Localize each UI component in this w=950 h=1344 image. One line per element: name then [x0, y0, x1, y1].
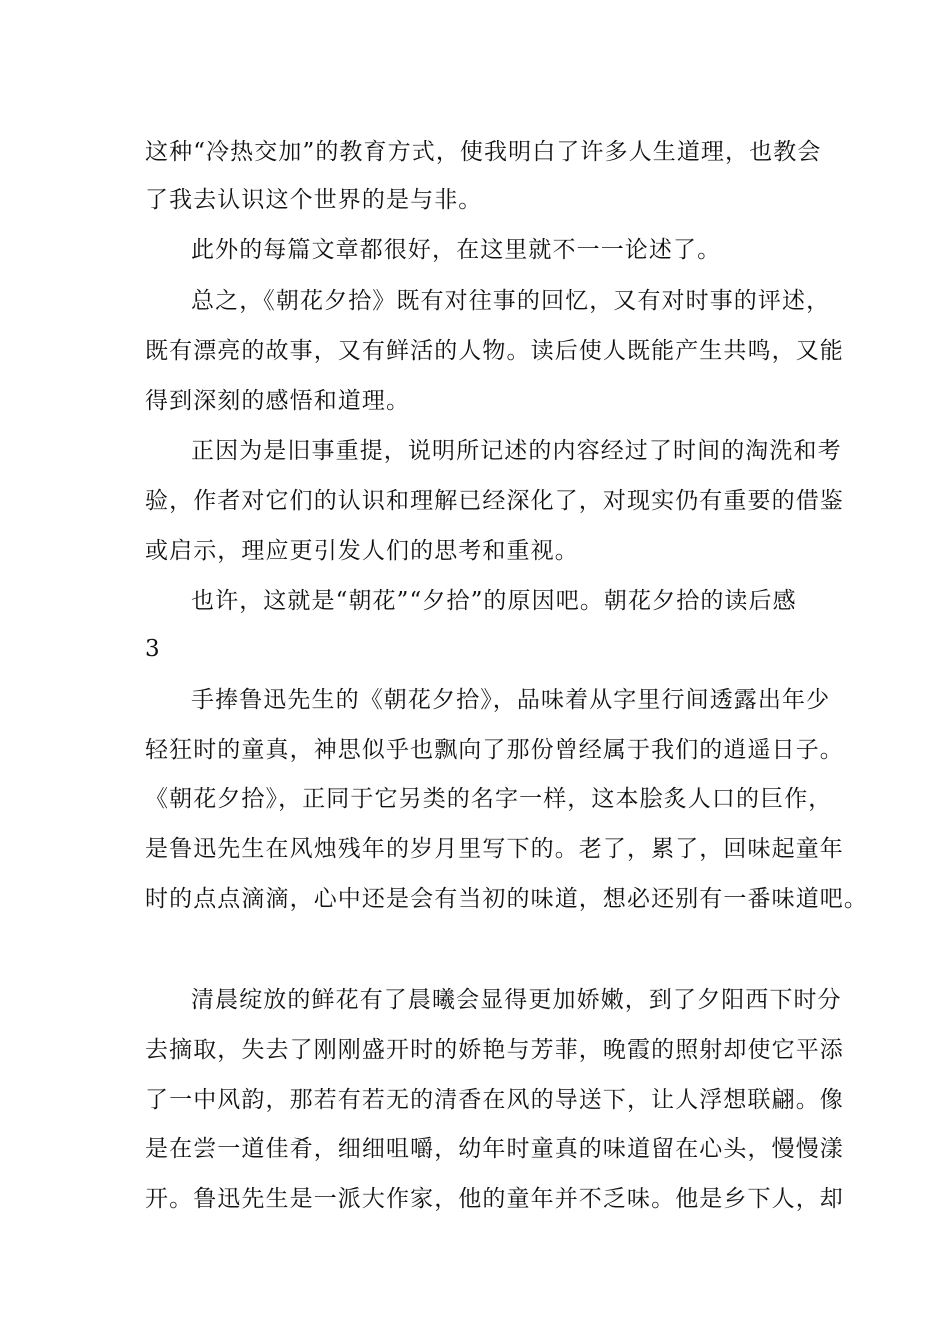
- text-line: 手捧鲁迅先生的《朝花夕拾》，品味着从字里行间透露出年少: [191, 687, 831, 713]
- text-line: 此外的每篇文章都很好，在这里就不一一论述了。: [191, 237, 722, 263]
- text-line: 既有漂亮的故事，又有鲜活的人物。读后使人既能产生共鸣，又能: [145, 338, 844, 364]
- text-line: 清晨绽放的鲜花有了晨曦会显得更加娇嫩，到了夕阳西下时分: [191, 987, 842, 1013]
- text-line: 也许，这就是“朝花”“夕拾”的原因吧。朝花夕拾的读后感: [191, 588, 797, 614]
- text-line: 3: [145, 636, 161, 662]
- text-line: 这种“冷热交加”的教育方式，使我明白了许多人生道理，也教会: [145, 139, 822, 165]
- text-line: 了我去认识这个世界的是与非。: [145, 187, 483, 213]
- text-line: 得到深刻的感悟和道理。: [145, 388, 411, 414]
- text-line: 轻狂时的童真，神思似乎也飘向了那份曾经属于我们的逍遥日子。: [145, 737, 844, 763]
- text-line: 正因为是旧事重提，说明所记述的内容经过了时间的淘洗和考: [191, 438, 842, 464]
- text-line: 总之，《朝花夕拾》既有对往事的回忆，又有对时事的评述，: [191, 288, 831, 314]
- text-line: 验，作者对它们的认识和理解已经深化了，对现实仍有重要的借鉴: [145, 488, 844, 514]
- text-line: 时的点点滴滴，心中还是会有当初的味道，想必还别有一番味道吧。: [145, 886, 868, 912]
- text-line: 开。鲁迅先生是一派大作家，他的童年并不乏味。他是乡下人，却: [145, 1186, 844, 1212]
- text-line: 了一中风韵，那若有若无的清香在风的导送下，让人浮想联翩。像: [145, 1087, 844, 1113]
- text-line: 是在尝一道佳肴，细细咀嚼，幼年时童真的味道留在心头，慢慢漾: [145, 1136, 844, 1162]
- text-line: 或启示，理应更引发人们的思考和重视。: [145, 538, 579, 564]
- text-line: 是鲁迅先生在风烛残年的岁月里写下的。老了，累了，回味起童年: [145, 836, 844, 862]
- text-line: 去摘取，失去了刚刚盛开时的娇艳与芳菲，晚霞的照射却使它平添: [145, 1037, 844, 1063]
- text-line: 《朝花夕拾》，正同于它另类的名字一样，这本脍炙人口的巨作，: [145, 786, 833, 812]
